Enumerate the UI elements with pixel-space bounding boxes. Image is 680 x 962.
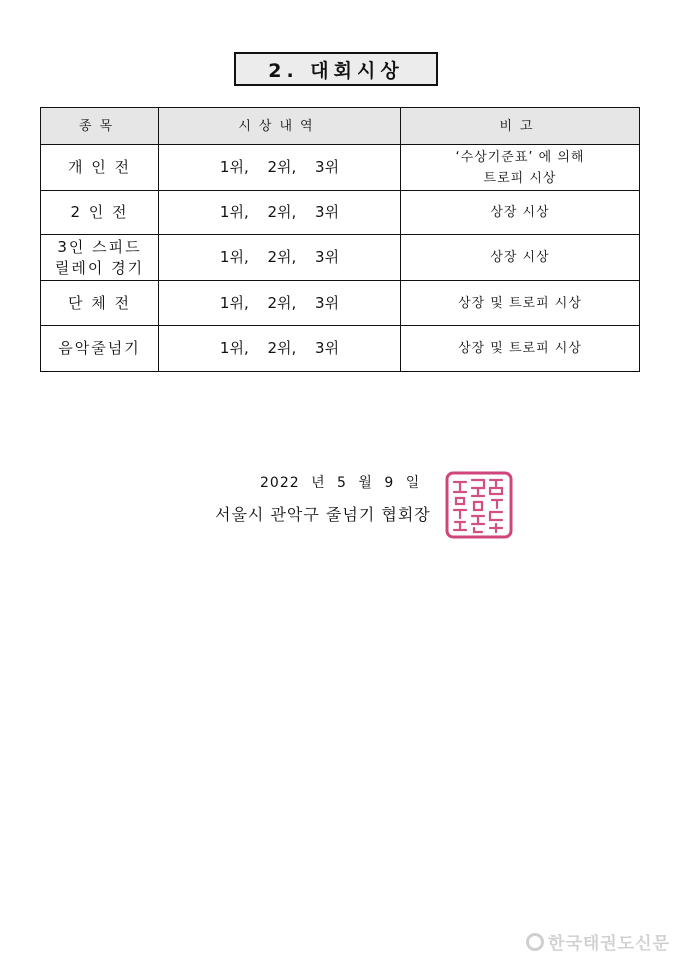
watermark: [526, 929, 670, 954]
note-line: 트로피 시상: [483, 170, 557, 186]
category-cell: [41, 145, 159, 191]
table-row: [41, 326, 640, 372]
watermark-text: 한국태권도신문: [548, 934, 670, 954]
note-line: 상장 및 트로피 시상: [458, 341, 582, 356]
note-cell: [401, 326, 640, 372]
official-seal-icon: [444, 470, 514, 540]
category-label: 개 인 전: [67, 158, 131, 176]
header-note: 비고: [401, 108, 640, 145]
document-title: 2. 대회시상: [234, 52, 438, 86]
category-cell: [41, 235, 159, 281]
document-date: 2022 년 5 월 9 일: [260, 475, 421, 491]
awards-cell: 1위, 2위, 3위: [159, 326, 401, 372]
awards-table: [40, 107, 640, 372]
note-cell: [401, 281, 640, 326]
organization-signature: 서울시 관악구 줄넘기 협회장: [215, 505, 431, 524]
table-header-row: [41, 108, 640, 145]
awards-cell: 1위, 2위, 3위: [159, 145, 401, 191]
header-category: 종목: [41, 108, 159, 145]
category-label: 3인 스피드: [57, 237, 142, 256]
table-row: [41, 235, 640, 281]
category-label: 단 체 전: [67, 293, 131, 312]
category-cell: [41, 191, 159, 235]
category-label: 릴레이 경기: [54, 258, 145, 277]
category-cell: [41, 326, 159, 372]
awards-cell: 1위, 2위, 3위: [159, 235, 401, 281]
awards-cell: 1위, 2위, 3위: [159, 191, 401, 235]
note-cell: [401, 145, 640, 191]
note-cell: [401, 191, 640, 235]
note-line: ‘수상기준표’ 에 의해: [455, 149, 585, 165]
category-label: 2 인 전: [70, 203, 129, 221]
newspaper-logo-icon: [526, 933, 544, 951]
note-line: 상장 및 트로피 시상: [458, 295, 582, 311]
header-awards: 시상내역: [159, 108, 401, 145]
table-row: [41, 145, 640, 191]
table-row: [41, 191, 640, 235]
category-label: 음악줄넘기: [58, 339, 141, 357]
table-row: [41, 281, 640, 326]
note-line: 상장 시상: [490, 250, 550, 265]
category-cell: [41, 281, 159, 326]
awards-cell: 1위, 2위, 3위: [159, 281, 401, 326]
note-line: 상장 시상: [490, 205, 550, 220]
note-cell: [401, 235, 640, 281]
